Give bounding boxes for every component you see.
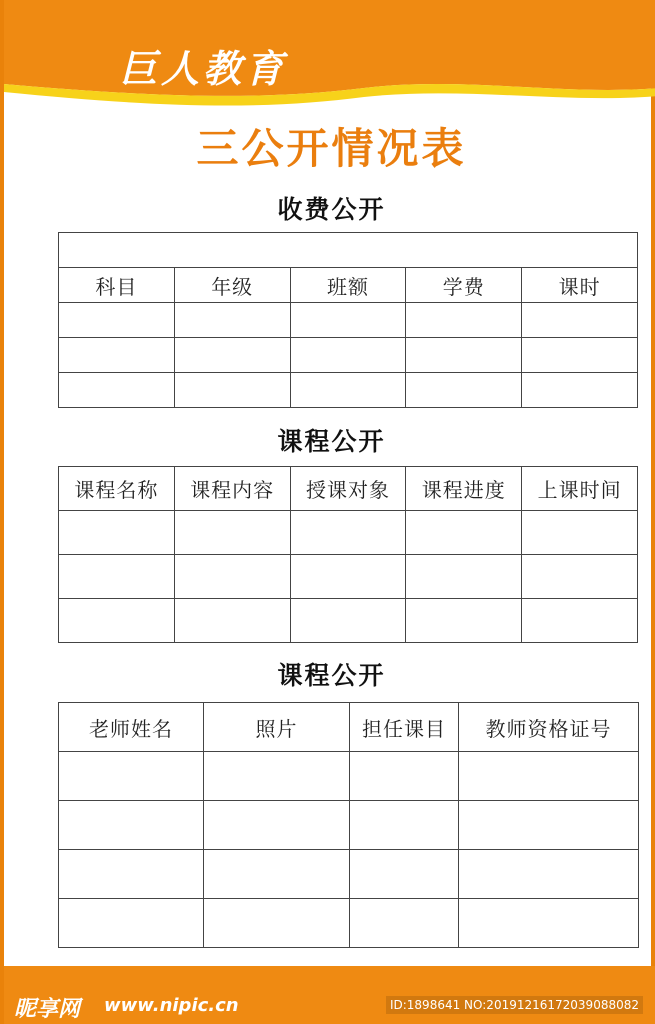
table-row bbox=[59, 511, 638, 555]
table-cell[interactable] bbox=[350, 850, 459, 899]
courses-header-progress: 课程进度 bbox=[406, 467, 522, 511]
courses-section-title: 课程公开 bbox=[277, 427, 386, 456]
table-row bbox=[59, 373, 638, 408]
brand-logo-text: 巨人教育 bbox=[119, 46, 288, 91]
courses-header-content: 课程内容 bbox=[174, 467, 290, 511]
table-cell[interactable] bbox=[59, 801, 204, 850]
table-cell[interactable] bbox=[406, 511, 522, 555]
table-cell[interactable] bbox=[522, 511, 638, 555]
teachers-header-subject: 担任课目 bbox=[350, 703, 459, 752]
table-cell[interactable] bbox=[290, 303, 406, 338]
footer-band bbox=[4, 966, 655, 1024]
table-cell[interactable] bbox=[406, 555, 522, 599]
table-cell[interactable] bbox=[59, 511, 175, 555]
teachers-header-row bbox=[59, 703, 639, 752]
table-cell[interactable] bbox=[174, 338, 290, 373]
table-row bbox=[59, 303, 638, 338]
fees-caption-cell[interactable] bbox=[59, 233, 638, 268]
table-cell[interactable] bbox=[406, 599, 522, 643]
courses-header-time: 上课时间 bbox=[522, 467, 638, 511]
table-cell[interactable] bbox=[59, 599, 175, 643]
table-cell[interactable] bbox=[459, 752, 639, 801]
table-cell[interactable] bbox=[174, 555, 290, 599]
watermark-url: www.nipic.cn bbox=[104, 995, 239, 1016]
table-cell[interactable] bbox=[522, 338, 638, 373]
table-cell[interactable] bbox=[459, 850, 639, 899]
fees-header-tuition: 学费 bbox=[406, 268, 522, 303]
table-row bbox=[59, 850, 639, 899]
table-row bbox=[59, 801, 639, 850]
table-cell[interactable] bbox=[59, 850, 204, 899]
teachers-header-certificate: 教师资格证号 bbox=[459, 703, 639, 752]
table-cell[interactable] bbox=[350, 801, 459, 850]
table-cell[interactable] bbox=[290, 338, 406, 373]
table-cell[interactable] bbox=[59, 303, 175, 338]
table-cell[interactable] bbox=[174, 511, 290, 555]
table-cell[interactable] bbox=[350, 752, 459, 801]
fees-header-class-size: 班额 bbox=[290, 268, 406, 303]
table-cell[interactable] bbox=[204, 752, 350, 801]
courses-header-row bbox=[59, 467, 638, 511]
table-row bbox=[59, 752, 639, 801]
table-cell[interactable] bbox=[290, 599, 406, 643]
table-cell[interactable] bbox=[350, 899, 459, 948]
table-cell[interactable] bbox=[522, 599, 638, 643]
table-cell[interactable] bbox=[59, 555, 175, 599]
table-cell[interactable] bbox=[59, 899, 204, 948]
table-cell[interactable] bbox=[59, 373, 175, 408]
fees-header-hours: 课时 bbox=[522, 268, 638, 303]
courses-table bbox=[58, 466, 638, 643]
table-cell[interactable] bbox=[290, 511, 406, 555]
table-cell[interactable] bbox=[290, 373, 406, 408]
teachers-section-title: 课程公开 bbox=[277, 661, 386, 690]
table-cell[interactable] bbox=[459, 899, 639, 948]
fees-table bbox=[58, 232, 638, 408]
courses-header-audience: 授课对象 bbox=[290, 467, 406, 511]
teachers-header-name: 老师姓名 bbox=[59, 703, 204, 752]
table-cell[interactable] bbox=[204, 801, 350, 850]
table-row bbox=[59, 599, 638, 643]
teachers-table bbox=[58, 702, 639, 948]
table-cell[interactable] bbox=[522, 303, 638, 338]
table-cell[interactable] bbox=[174, 599, 290, 643]
table-cell[interactable] bbox=[174, 303, 290, 338]
page-title: 三公开情况表 bbox=[196, 124, 467, 173]
table-cell[interactable] bbox=[59, 338, 175, 373]
fees-header-grade: 年级 bbox=[174, 268, 290, 303]
courses-header-name: 课程名称 bbox=[59, 467, 175, 511]
watermark-id: ID:1898641 NO:20191216172039088082 bbox=[386, 996, 643, 1014]
table-row bbox=[59, 899, 639, 948]
table-cell[interactable] bbox=[174, 373, 290, 408]
fees-section-title: 收费公开 bbox=[277, 195, 386, 224]
watermark-logo: 昵享网 bbox=[14, 997, 81, 1022]
table-cell[interactable] bbox=[204, 850, 350, 899]
table-cell[interactable] bbox=[59, 752, 204, 801]
table-cell[interactable] bbox=[522, 373, 638, 408]
table-cell[interactable] bbox=[406, 338, 522, 373]
table-row bbox=[59, 555, 638, 599]
fees-caption-row bbox=[59, 233, 638, 268]
fees-header-subject: 科目 bbox=[59, 268, 175, 303]
header-banner bbox=[4, 0, 655, 130]
table-cell[interactable] bbox=[290, 555, 406, 599]
teachers-header-photo: 照片 bbox=[204, 703, 350, 752]
table-row bbox=[59, 338, 638, 373]
table-cell[interactable] bbox=[204, 899, 350, 948]
fees-header-row bbox=[59, 268, 638, 303]
table-cell[interactable] bbox=[406, 303, 522, 338]
table-cell[interactable] bbox=[522, 555, 638, 599]
table-cell[interactable] bbox=[406, 373, 522, 408]
table-cell[interactable] bbox=[459, 801, 639, 850]
